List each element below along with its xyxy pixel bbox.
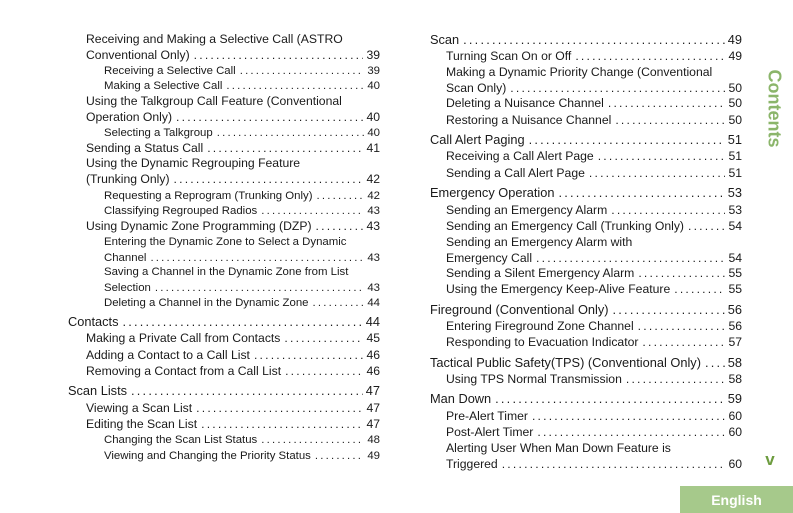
toc-page-number: 46 <box>366 364 380 378</box>
toc-page-number: 53 <box>728 203 742 217</box>
toc-page-number: 40 <box>367 127 380 139</box>
toc-entry-title: Scan Lists <box>68 383 128 398</box>
toc-entry[interactable] <box>68 93 380 125</box>
toc-entry[interactable] <box>430 112 742 128</box>
toc-entry[interactable] <box>430 202 742 218</box>
toc-entry[interactable] <box>68 432 380 448</box>
toc-entry[interactable] <box>430 48 742 64</box>
toc-entry-title: Turning Scan On or Off <box>446 49 572 63</box>
language-box <box>680 486 793 513</box>
toc-entry-title: Post-Alert Timer <box>446 425 534 439</box>
toc-entry[interactable] <box>430 424 742 440</box>
toc-entry-title: Restoring a Nuisance Channel <box>446 113 612 127</box>
toc-entry-title: Conventional Only) <box>86 48 190 62</box>
toc-entry-title: Operation Only) <box>86 110 173 124</box>
toc-entry-title: Alerting User When Man Down Feature is <box>446 441 671 455</box>
toc-entry-title: Making a Selective Call <box>104 80 223 92</box>
toc-page-number: 58 <box>728 372 742 386</box>
toc-entry[interactable] <box>430 281 742 297</box>
toc-page-number: 51 <box>728 149 742 163</box>
toc-page-number: 53 <box>727 185 742 200</box>
toc-entry[interactable] <box>68 264 380 296</box>
toc-entry[interactable] <box>430 64 742 96</box>
toc-leader-dots <box>315 448 364 464</box>
toc-entry[interactable] <box>430 391 742 407</box>
toc-entry-title: Sending a Silent Emergency Alarm <box>446 266 635 280</box>
toc-entry[interactable] <box>68 78 380 94</box>
toc-leader-dots <box>589 165 726 181</box>
toc-entry-title: Entering Fireground Zone Channel <box>446 319 634 333</box>
toc-entry-title: Editing the Scan List <box>86 417 198 431</box>
toc-page-number: 44 <box>365 314 380 329</box>
toc-page-number: 43 <box>367 252 380 264</box>
toc-entry[interactable] <box>430 318 742 334</box>
toc-leader-dots <box>615 112 725 128</box>
toc-entry[interactable] <box>68 31 380 63</box>
toc-entry[interactable] <box>430 32 742 48</box>
toc-entry[interactable] <box>68 383 380 399</box>
toc-entry-title: Requesting a Reprogram (Trunking Only) <box>104 190 313 202</box>
toc-leader-dots <box>261 432 364 448</box>
toc-entry[interactable] <box>68 63 380 79</box>
toc-entry[interactable] <box>430 132 742 148</box>
toc-entry[interactable] <box>68 203 380 219</box>
toc-entry[interactable] <box>430 440 742 472</box>
toc-leader-dots <box>131 383 363 399</box>
toc-entry-title: Deleting a Nuisance Channel <box>446 96 604 110</box>
toc-entry[interactable] <box>430 265 742 281</box>
toc-leader-dots <box>642 334 725 350</box>
toc-leader-dots <box>510 80 725 96</box>
toc-entry[interactable] <box>430 371 742 387</box>
toc-leader-dots <box>674 281 725 297</box>
toc-entry[interactable] <box>430 185 742 201</box>
toc-leader-dots <box>207 140 363 156</box>
toc-leader-dots <box>598 148 726 164</box>
toc-entry-title: Sending a Call Alert Page <box>446 166 585 180</box>
toc-leader-dots <box>558 185 724 201</box>
toc-entry-title: Emergency Call <box>446 251 533 265</box>
toc-page-number: 49 <box>367 450 380 462</box>
toc-page-number: 50 <box>728 81 742 95</box>
toc-entry-title: (Trunking Only) <box>86 172 170 186</box>
toc-entry[interactable] <box>68 188 380 204</box>
toc-leader-dots <box>313 295 365 311</box>
toc-entry-title: Classifying Regrouped Radios <box>104 205 258 217</box>
toc-page-number: 58 <box>727 355 742 370</box>
toc-page-number: 40 <box>367 80 380 92</box>
toc-leader-dots <box>194 47 364 63</box>
toc-page-number: 59 <box>727 391 742 406</box>
toc-leader-dots <box>705 355 725 371</box>
toc-leader-dots <box>123 314 363 330</box>
toc-page-number: 55 <box>728 282 742 296</box>
toc-leader-dots <box>261 203 364 219</box>
toc-leader-dots <box>226 78 364 94</box>
toc-leader-dots <box>575 48 725 64</box>
toc-page-number: 49 <box>727 32 742 47</box>
toc-entry-title: Fireground (Conventional Only) <box>430 302 609 317</box>
toc-entry-title: Sending an Emergency Alarm <box>446 203 608 217</box>
toc-page-number: 43 <box>366 219 380 233</box>
toc-entry-title: Sending an Emergency Call (Trunking Only) <box>446 219 684 233</box>
toc-entry[interactable] <box>430 334 742 350</box>
toc-entry[interactable] <box>68 347 380 363</box>
toc-entry-title: Scan Only) <box>446 81 507 95</box>
toc-leader-dots <box>285 363 363 379</box>
toc-entry-title: Responding to Evacuation Indicator <box>446 335 639 349</box>
toc-entry[interactable] <box>430 234 742 266</box>
toc-leader-dots <box>174 171 364 187</box>
toc-page-number: 47 <box>366 417 380 431</box>
toc-leader-dots <box>240 63 365 79</box>
toc-leader-dots <box>495 391 725 407</box>
toc-entry-title: Viewing a Scan List <box>86 401 193 415</box>
toc-entry[interactable] <box>68 416 380 432</box>
toc-entry-title: Scan <box>430 32 460 47</box>
toc-page-number: 41 <box>366 141 380 155</box>
toc-page-number: 51 <box>727 132 742 147</box>
toc-leader-dots <box>463 32 725 48</box>
toc-entry-title: Making a Dynamic Priority Change (Conventional <box>446 65 713 79</box>
toc-leader-dots <box>155 280 364 296</box>
toc-entry-title: Selecting a Talkgroup <box>104 127 213 139</box>
toc-leader-dots <box>688 218 725 234</box>
toc-entry[interactable] <box>68 155 380 187</box>
toc-entry-title: Selection <box>104 282 151 294</box>
toc-leader-dots <box>536 250 725 266</box>
toc-entry[interactable] <box>68 330 380 346</box>
toc-entry-title: Channel <box>104 252 147 264</box>
toc-page-number: 40 <box>366 110 380 124</box>
toc-entry-title: Sending an Emergency Alarm with <box>446 235 633 249</box>
toc-entry-title: Call Alert Paging <box>430 132 525 147</box>
toc-entry-title: Contacts <box>68 314 119 329</box>
toc-entry[interactable] <box>68 218 380 234</box>
contents-tab-label: Contents <box>764 69 785 147</box>
toc-leader-dots <box>608 95 726 111</box>
toc-page-number: 39 <box>366 48 380 62</box>
toc-leader-dots <box>532 408 725 424</box>
toc-page-number: 54 <box>728 219 742 233</box>
toc-leader-dots <box>196 400 363 416</box>
toc-page-number: 43 <box>367 282 380 294</box>
toc-page-number: 46 <box>366 348 380 362</box>
toc-entry-title: Triggered <box>446 457 498 471</box>
toc-entry-title: Entering the Dynamic Zone to Select a Dynamic <box>104 236 347 248</box>
toc-entry-title: Receiving and Making a Selective Call (ASTRO <box>86 32 343 46</box>
toc-page-number: 54 <box>728 251 742 265</box>
toc-leader-dots <box>284 330 363 346</box>
toc-entry[interactable] <box>430 218 742 234</box>
toc-page-number: 43 <box>367 205 380 217</box>
toc-leader-dots <box>502 456 726 472</box>
toc-entry-title: Using the Talkgroup Call Feature (Conventional <box>86 94 342 108</box>
toc-leader-dots <box>626 371 726 387</box>
toc-page-number: 39 <box>367 65 380 77</box>
toc-entry-title: Receiving a Selective Call <box>104 65 236 77</box>
toc-leader-dots <box>317 188 365 204</box>
toc-entry-title: Tactical Public Safety(TPS) (Conventional Only) <box>430 355 701 370</box>
toc-leader-dots <box>201 416 363 432</box>
toc-entry-title: Sending a Status Call <box>86 141 204 155</box>
toc-page-number: 47 <box>366 401 380 415</box>
page-number: v <box>765 450 775 469</box>
toc-page-number: 51 <box>728 166 742 180</box>
toc-leader-dots <box>254 347 363 363</box>
toc-entry-title: Emergency Operation <box>430 185 555 200</box>
toc-entry-title: Deleting a Channel in the Dynamic Zone <box>104 297 309 309</box>
toc-leader-dots <box>176 109 363 125</box>
toc-page-number: 60 <box>728 457 742 471</box>
toc-page-number: 60 <box>728 409 742 423</box>
toc-entry-title: Adding a Contact to a Call List <box>86 348 250 362</box>
toc-page-number: 60 <box>728 425 742 439</box>
toc-page-number: 50 <box>728 96 742 110</box>
toc-page-number: 50 <box>728 113 742 127</box>
toc-entry[interactable] <box>68 448 380 464</box>
toc-entry-title: Man Down <box>430 391 492 406</box>
toc-entry[interactable] <box>430 355 742 371</box>
toc-entry-title: Using TPS Normal Transmission <box>446 372 622 386</box>
toc-leader-dots <box>611 202 725 218</box>
toc-entry[interactable] <box>430 302 742 318</box>
toc-entry[interactable] <box>68 314 380 330</box>
toc-page-number: 42 <box>366 172 380 186</box>
toc-entry-title: Removing a Contact from a Call List <box>86 364 282 378</box>
toc-entry-title: Saving a Channel in the Dynamic Zone from List <box>104 266 349 278</box>
toc-entry-title: Pre-Alert Timer <box>446 409 528 423</box>
toc-page-number: 49 <box>728 49 742 63</box>
toc-page-number: 57 <box>728 335 742 349</box>
toc-entry-title: Viewing and Changing the Priority Status <box>104 450 311 462</box>
toc-entry-title: Receiving a Call Alert Page <box>446 149 594 163</box>
toc-entry[interactable] <box>68 363 380 379</box>
toc-entry[interactable] <box>68 295 380 311</box>
toc-entry-title: Using the Dynamic Regrouping Feature <box>86 156 301 170</box>
contents-side-tab <box>762 68 786 148</box>
toc-entry-title: Using Dynamic Zone Programming (DZP) <box>86 219 312 233</box>
toc-entry[interactable] <box>68 140 380 156</box>
toc-entry[interactable] <box>430 165 742 181</box>
toc-leader-dots <box>529 132 725 148</box>
language-label: English <box>711 491 762 508</box>
toc-page-number: 56 <box>728 319 742 333</box>
toc-page-number: 45 <box>366 331 380 345</box>
toc-entry-title: Using the Emergency Keep-Alive Feature <box>446 282 671 296</box>
toc-entry[interactable] <box>68 125 380 141</box>
toc-leader-dots <box>537 424 725 440</box>
toc-entry-title: Making a Private Call from Contacts <box>86 331 281 345</box>
toc-entry-title: Changing the Scan List Status <box>104 434 258 446</box>
toc-entry[interactable] <box>430 408 742 424</box>
toc-leader-dots <box>316 218 364 234</box>
toc-leader-dots <box>613 302 725 318</box>
toc-leader-dots <box>638 265 725 281</box>
toc-leader-dots <box>217 125 365 141</box>
toc-entry[interactable] <box>430 148 742 164</box>
toc-page-number: 47 <box>365 383 380 398</box>
toc-entry[interactable] <box>68 234 380 266</box>
toc-leader-dots <box>638 318 726 334</box>
toc-page-number: 44 <box>367 297 380 309</box>
toc-page-number: 55 <box>728 266 742 280</box>
toc-page-number: 56 <box>727 302 742 317</box>
toc-entry[interactable] <box>430 95 742 111</box>
toc-entry[interactable] <box>68 400 380 416</box>
toc-page-number: 48 <box>367 434 380 446</box>
toc-page-number: 42 <box>367 190 380 202</box>
